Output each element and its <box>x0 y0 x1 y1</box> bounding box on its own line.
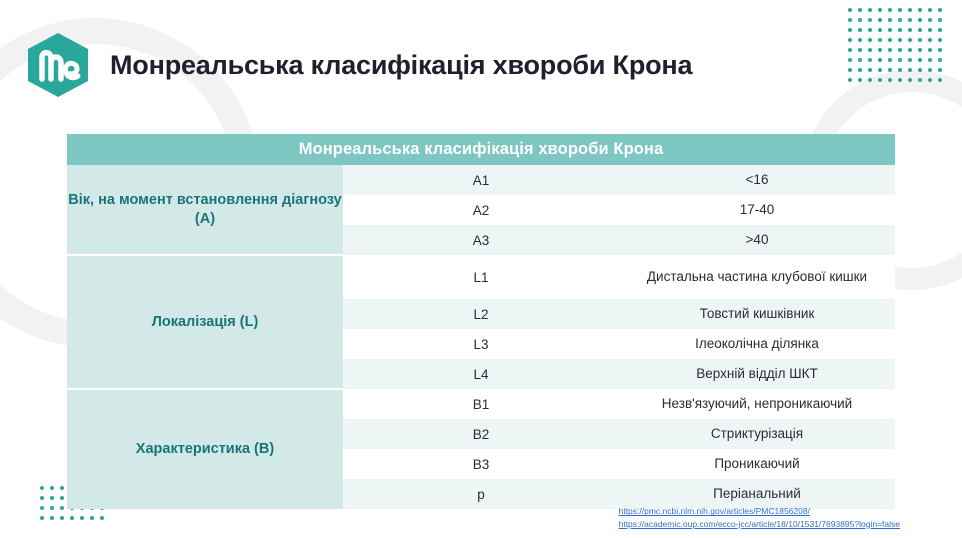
code-a2: A2 <box>343 195 619 225</box>
classification-table <box>67 134 895 509</box>
desc-a3: >40 <box>619 225 895 255</box>
desc-b2: Стриктурізація <box>619 419 895 449</box>
code-l4: L4 <box>343 359 619 389</box>
desc-l3: Ілеоколічна ділянка <box>619 329 895 359</box>
desc-l1: Дистальна частина клубової кишки <box>619 255 895 299</box>
source-link-1[interactable]: https://pmc.ncbi.nlm.nih.gov/articles/PMC1856208/ <box>618 506 810 517</box>
classification-table-wrapper <box>67 134 895 509</box>
code-b2: B2 <box>343 419 619 449</box>
code-l1: L1 <box>343 255 619 299</box>
table-row <box>67 255 895 299</box>
table-caption: Монреальська класифікація хвороби Крона <box>67 134 895 165</box>
category-label-behaviour: Характеристика (B) <box>67 389 343 509</box>
desc-l4: Верхній відділ ШКТ <box>619 359 895 389</box>
desc-l2: Товстий кишківник <box>619 299 895 329</box>
code-a1: A1 <box>343 165 619 195</box>
code-b1: B1 <box>343 389 619 419</box>
code-p: p <box>343 479 619 509</box>
code-l3: L3 <box>343 329 619 359</box>
slide-header <box>0 30 962 100</box>
desc-p: Періанальний <box>619 479 895 509</box>
source-link-2[interactable]: https://academic.oup.com/ecco-jcc/article/18/10/1531/7693895?login=false <box>618 518 900 529</box>
desc-a1: <16 <box>619 165 895 195</box>
category-label-age: Вік, на момент встановлення діагнозу (A) <box>67 165 343 255</box>
code-l2: L2 <box>343 299 619 329</box>
me-logo-icon <box>22 31 94 99</box>
page-title: Монреальська класифікація хвороби Крона <box>110 49 693 80</box>
desc-b3: Проникаючий <box>619 449 895 479</box>
code-b3: B3 <box>343 449 619 479</box>
desc-b1: Незв'язуючий, непроникаючий <box>619 389 895 419</box>
source-links <box>619 505 900 530</box>
desc-a2: 17-40 <box>619 195 895 225</box>
table-row <box>67 389 895 419</box>
table-row <box>67 165 895 195</box>
code-a3: A3 <box>343 225 619 255</box>
category-label-location: Локалізація (L) <box>67 255 343 389</box>
